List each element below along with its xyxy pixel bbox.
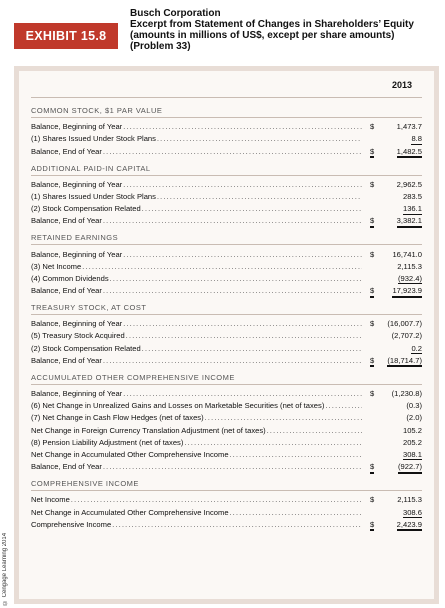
amount: 283.5 [402,191,422,201]
leader-dots [103,464,362,471]
row-label: Net Change in Accumulated Other Comprehensive Income [31,449,229,459]
row-value [366,389,422,398]
section-title: COMPREHENSIVE INCOME [31,478,422,491]
statement-sections [31,105,422,529]
row-value [366,344,422,353]
caption-line-1: Excerpt from Statement of Changes in Shareholders’ Equity [130,19,414,30]
amount: 16,741.0 [392,249,422,259]
leader-dots [110,276,362,283]
statement-row [31,340,422,352]
leader-dots [123,391,362,398]
row-label: (4) Common Dividends [31,273,109,283]
statement-section [31,372,422,471]
amount: 205.2 [402,437,422,447]
row-label: Balance, Beginning of Year [31,122,123,132]
row-value [366,319,422,328]
dollar-sign: $ [370,216,374,228]
statement-section [31,163,422,226]
exhibit-header [14,6,439,64]
leader-dots [123,321,362,328]
statement-row [31,143,422,155]
row-value [366,204,422,213]
leader-dots [123,182,362,189]
statement-row [31,271,422,283]
year-column-header: 2013 [391,80,412,90]
dollar-sign: $ [370,462,374,474]
statement-row [31,410,422,422]
row-value [366,520,422,529]
exhibit-caption [130,8,440,52]
row-label: (6) Net Change in Unrealized Gains and Losses on Marketable Securities (net of taxes) [31,401,325,411]
dollar-sign: $ [370,356,374,368]
statement-row [31,328,422,340]
row-label: Balance, End of Year [31,286,102,296]
section-title: TREASURY STOCK, AT COST [31,302,422,315]
row-label: (1) Shares Issued Under Stock Plans [31,191,156,201]
leader-dots [157,136,362,143]
row-label: Balance, End of Year [31,146,102,156]
row-label: Balance, Beginning of Year [31,319,123,329]
statement-row [31,353,422,365]
statement-row [31,316,422,328]
amount: 0.2 [411,343,422,353]
row-value [366,274,422,283]
leader-dots [230,510,362,517]
amount: 136.1 [402,204,422,214]
amount: (922.7) [398,462,422,474]
row-label: Net Change in Foreign Currency Translation Adjustment (net of taxes) [31,425,266,435]
dollar-sign: $ [370,389,375,398]
leader-dots [325,403,362,410]
row-label: Balance, Beginning of Year [31,249,123,259]
leader-dots [157,194,362,201]
amount: (932.4) [397,273,422,283]
amount: 308.1 [402,449,422,459]
section-title: ADDITIONAL PAID-IN CAPITAL [31,163,422,176]
dollar-sign: $ [370,122,375,132]
amount: 17,923.9 [392,286,422,298]
amount: (18,714.7) [387,356,422,368]
row-label: Balance, End of Year [31,216,102,226]
amount: 2,962.5 [396,179,422,189]
row-value [366,508,422,517]
caption-line-3: (Problem 33) [130,41,191,52]
leader-dots [82,264,362,271]
row-label: Balance, End of Year [31,355,102,365]
row-value [366,462,422,471]
row-value [366,180,422,189]
row-value [366,331,422,340]
dollar-sign: $ [370,147,374,159]
row-value [366,192,422,201]
row-value [366,426,422,435]
row-value [366,250,422,259]
row-label: Balance, End of Year [31,462,102,472]
amount: 1,482.5 [397,147,422,159]
amount: (2.0) [406,413,422,423]
statement-row [31,386,422,398]
row-value [366,401,422,410]
row-value [366,147,422,156]
leader-dots [123,252,362,259]
leader-dots [230,452,362,459]
amount: (2,707.2) [391,331,422,341]
row-label: (1) Shares Issued Under Stock Plans [31,134,156,144]
statement-row [31,504,422,516]
row-label: (2) Stock Compensation Related [31,343,141,353]
amount: 2,115.3 [397,495,422,505]
statement-section [31,232,422,295]
company-name: Busch Corporation [130,8,221,19]
leader-dots [142,206,362,213]
leader-dots [205,415,362,422]
amount: 3,382.1 [397,216,422,228]
row-label: (5) Treasury Stock Acquired [31,331,125,341]
leader-dots [112,522,362,529]
row-value [366,286,422,295]
dollar-sign: $ [370,520,374,532]
row-label: Comprehensive Income [31,519,112,529]
row-value [366,438,422,447]
statement-row [31,119,422,131]
amount: 8.8 [411,134,422,144]
statement-row [31,517,422,529]
dollar-sign: $ [370,495,375,505]
amount: 2,423.9 [397,520,422,532]
row-label: Net Income [31,495,70,505]
dollar-sign: $ [370,179,375,189]
amount: 2,115.3 [397,261,422,271]
row-value [366,450,422,459]
statement-row [31,492,422,504]
dollar-sign: $ [370,319,375,329]
statement-table [19,71,434,599]
statement-row [31,398,422,410]
leader-dots [103,218,362,225]
leader-dots [184,440,362,447]
leader-dots [71,497,362,504]
row-label: (8) Pension Liability Adjustment (net of taxes) [31,437,184,447]
statement-row [31,246,422,258]
amount: (16,007.7) [387,319,422,329]
statement-row [31,213,422,225]
statement-row [31,131,422,143]
row-value [366,122,422,131]
statement-row [31,201,422,213]
amount: 1,473.7 [396,122,422,132]
amount: 105.2 [402,425,422,435]
statement-row [31,177,422,189]
leader-dots [123,124,362,131]
row-label: (3) Net Income [31,261,82,271]
row-value [366,134,422,143]
statement-row [31,189,422,201]
leader-dots [267,428,362,435]
leader-dots [103,288,362,295]
row-label: Net Change in Accumulated Other Comprehensive Income [31,507,229,517]
statement-row [31,422,422,434]
amount: 308.6 [402,507,422,517]
amount: (0.3) [406,401,422,411]
section-title: COMMON STOCK, $1 PAR VALUE [31,105,422,118]
section-title: RETAINED EARNINGS [31,232,422,245]
copyright-notice: © Cengage Learning 2014 [2,532,8,605]
caption-line-2: (amounts in millions of US$, except per share amounts) [130,30,395,41]
year-header-row [31,75,422,98]
statement-row [31,459,422,471]
amount: (1,230.8) [391,389,422,398]
statement-row [31,447,422,459]
leader-dots [103,358,362,365]
statement-row [31,259,422,271]
leader-dots [142,346,362,353]
statement-row [31,283,422,295]
leader-dots [126,333,362,340]
row-value [366,356,422,365]
row-label: Balance, Beginning of Year [31,389,123,398]
row-label: (2) Stock Compensation Related [31,204,141,214]
leader-dots [103,149,362,156]
statement-panel [14,66,439,604]
row-label: (7) Net Change in Cash Flow Hedges (net of taxes) [31,413,204,423]
statement-section [31,478,422,529]
row-value [366,413,422,422]
row-value [366,216,422,225]
dollar-sign: $ [370,286,374,298]
row-value [366,495,422,504]
statement-row [31,435,422,447]
exhibit-badge: EXHIBIT 15.8 [14,23,118,49]
dollar-sign: $ [370,249,375,259]
row-label: Balance, Beginning of Year [31,179,123,189]
statement-section [31,105,422,156]
statement-section [31,302,422,365]
row-value [366,262,422,271]
section-title: ACCUMULATED OTHER COMPREHENSIVE INCOME [31,372,422,385]
